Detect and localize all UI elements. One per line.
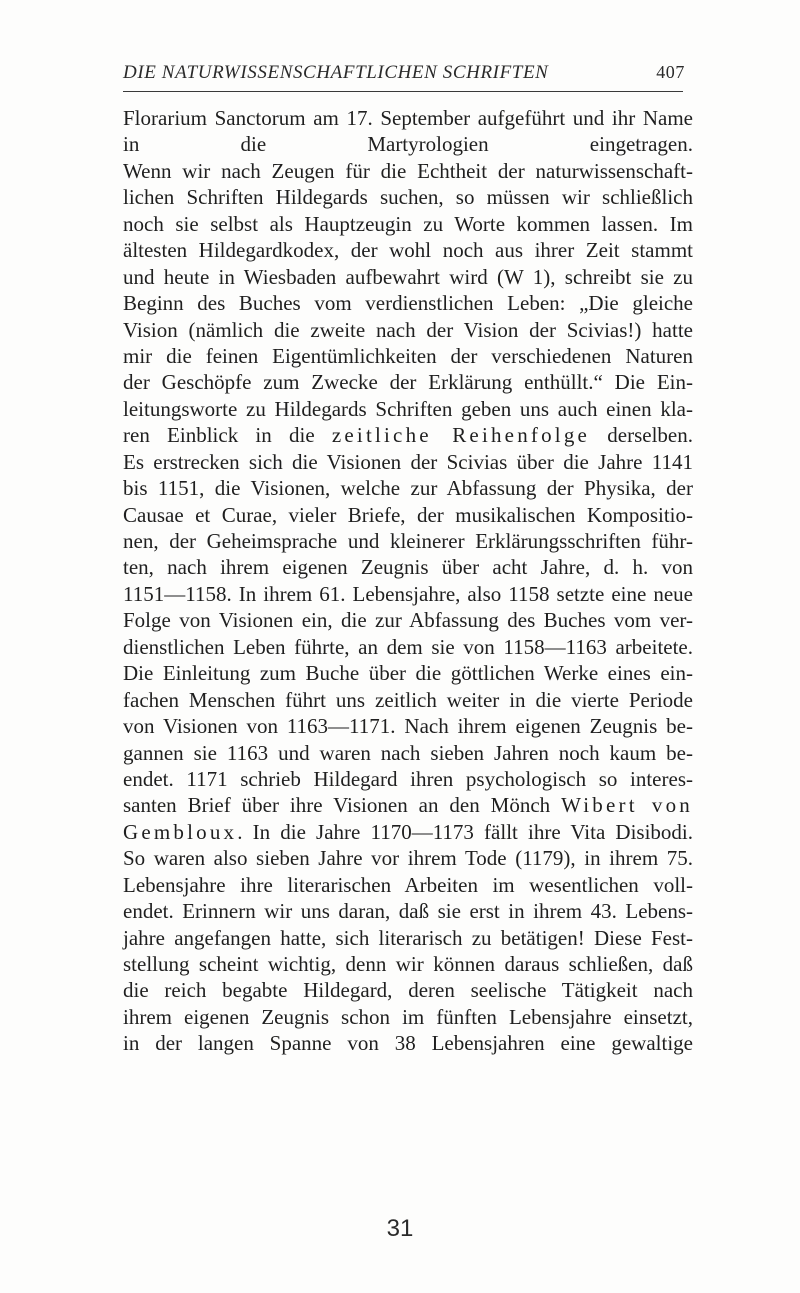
text-line: nen, der Geheimsprache und kleinerer Erklärungsschriften führ- bbox=[123, 529, 693, 553]
folio-number: 31 bbox=[386, 1215, 414, 1242]
text-line: noch sie selbst als Hauptzeugin zu Worte kommen lassen. Im bbox=[123, 211, 693, 236]
text-segment: ren Einblick in die bbox=[123, 423, 332, 448]
text-line: Causae et Curae, vieler Briefe, der musikalischen Kompositio- bbox=[123, 502, 693, 527]
text-line: Wenn wir nach Zeugen für die Echtheit der naturwissenschaft- bbox=[123, 158, 693, 183]
text-line: Es erstrecken sich die Visionen der Scivias über die Jahre 1141 bbox=[123, 449, 693, 474]
text-line: bis 1151, die Visionen, welche zur Abfassung der Physika, der bbox=[123, 476, 693, 501]
text-line: endet. Erinnern wir uns daran, daß sie erst in ihrem 43. Lebens- bbox=[123, 899, 693, 924]
text-segment: . In die Jahre 1170—1173 fällt ihre Vita Disibodi. bbox=[237, 819, 693, 844]
running-head bbox=[123, 62, 685, 90]
text-line: von Visionen von 1163—1171. Nach ihrem eigenen Zeugnis be- bbox=[123, 714, 693, 739]
running-head-page-number: 407 bbox=[656, 62, 685, 82]
text-segment: leitungsworte zu Hildegards Schriften geben uns auch einen kla- bbox=[123, 396, 693, 421]
text-line bbox=[123, 422, 693, 448]
text-line: Lebensjahre ihre literarischen Arbeiten im wesentlichen voll- bbox=[123, 872, 693, 897]
text-line: ältesten Hildegardkodex, der wohl noch aus ihrer Zeit stammt bbox=[123, 238, 693, 263]
text-line: der Geschöpfe zum Zwecke der Erklärung enthüllt.“ Die Ein- bbox=[123, 370, 693, 395]
body-text bbox=[123, 105, 693, 1057]
text-line: Beginn des Buches vom verdienstlichen Leben: „Die gleiche bbox=[123, 291, 693, 316]
text-line: ten, nach ihrem eigenen Zeugnis über acht Jahre, d. h. von bbox=[123, 555, 693, 580]
text-line: in die Martyrologien eingetragen. bbox=[123, 132, 693, 157]
spaced-emphasis: Wibert von bbox=[561, 793, 693, 818]
text-line: Die Einleitung zum Buche über die göttlichen Werke eines ein- bbox=[123, 661, 693, 686]
text-line bbox=[123, 819, 693, 845]
text-line bbox=[123, 792, 693, 818]
text-line bbox=[123, 396, 693, 422]
text-segment: santen Brief über ihre Visionen an den Mönch bbox=[123, 793, 562, 818]
text-line: 1151—1158. In ihrem 61. Lebensjahre, also 1158 setzte eine neue bbox=[123, 581, 693, 606]
text-line: mir die feinen Eigentümlichkeiten der verschiedenen Naturen bbox=[123, 343, 693, 368]
text-line: und heute in Wiesbaden aufbewahrt wird (W 1), schreibt sie zu bbox=[123, 264, 693, 289]
text-segment: derselben. bbox=[590, 423, 694, 448]
running-head-title: DIE NATURWISSENSCHAFTLICHEN SCHRIFTEN bbox=[123, 62, 549, 83]
spaced-emphasis: Gembloux bbox=[123, 819, 238, 844]
text-line: endet. 1171 schrieb Hildegard ihren psychologisch so interes- bbox=[123, 766, 693, 791]
text-line: jahre angefangen hatte, sich literarisch zu betätigen! Diese Fest- bbox=[123, 925, 693, 950]
text-line: ihrem eigenen Zeugnis schon im fünften Lebensjahre einsetzt, bbox=[123, 1004, 693, 1029]
text-line: Florarium Sanctorum am 17. September aufgeführt und ihr Name bbox=[123, 106, 693, 130]
text-line: dienstlichen Leben führte, an dem sie von 1158—1163 arbeitete. bbox=[123, 634, 693, 659]
text-line: lichen Schriften Hildegards suchen, so müssen wir schließlich bbox=[123, 185, 693, 210]
text-line: Vision (nämlich die zweite nach der Vision der Scivias!) hatte bbox=[123, 317, 693, 342]
text-line: die reich begabte Hildegard, deren seelische Tätigkeit nach bbox=[123, 978, 693, 1003]
header-rule bbox=[123, 91, 683, 92]
text-line: So waren also sieben Jahre vor ihrem Tode (1179), in ihrem 75. bbox=[123, 846, 693, 871]
text-line: gannen sie 1163 und waren nach sieben Jahren noch kaum be- bbox=[123, 740, 693, 765]
text-line: fachen Menschen führt uns zeitlich weiter in die vierte Periode bbox=[123, 687, 693, 712]
text-line: stellung scheint wichtig, denn wir können daraus schließen, daß bbox=[123, 952, 693, 976]
text-line: in der langen Spanne von 38 Lebensjahren eine gewaltige bbox=[123, 1031, 693, 1056]
text-line: Folge von Visionen ein, die zur Abfassung des Buches vom ver- bbox=[123, 608, 693, 633]
spaced-emphasis: zeitliche Reihenfolge bbox=[331, 423, 591, 448]
